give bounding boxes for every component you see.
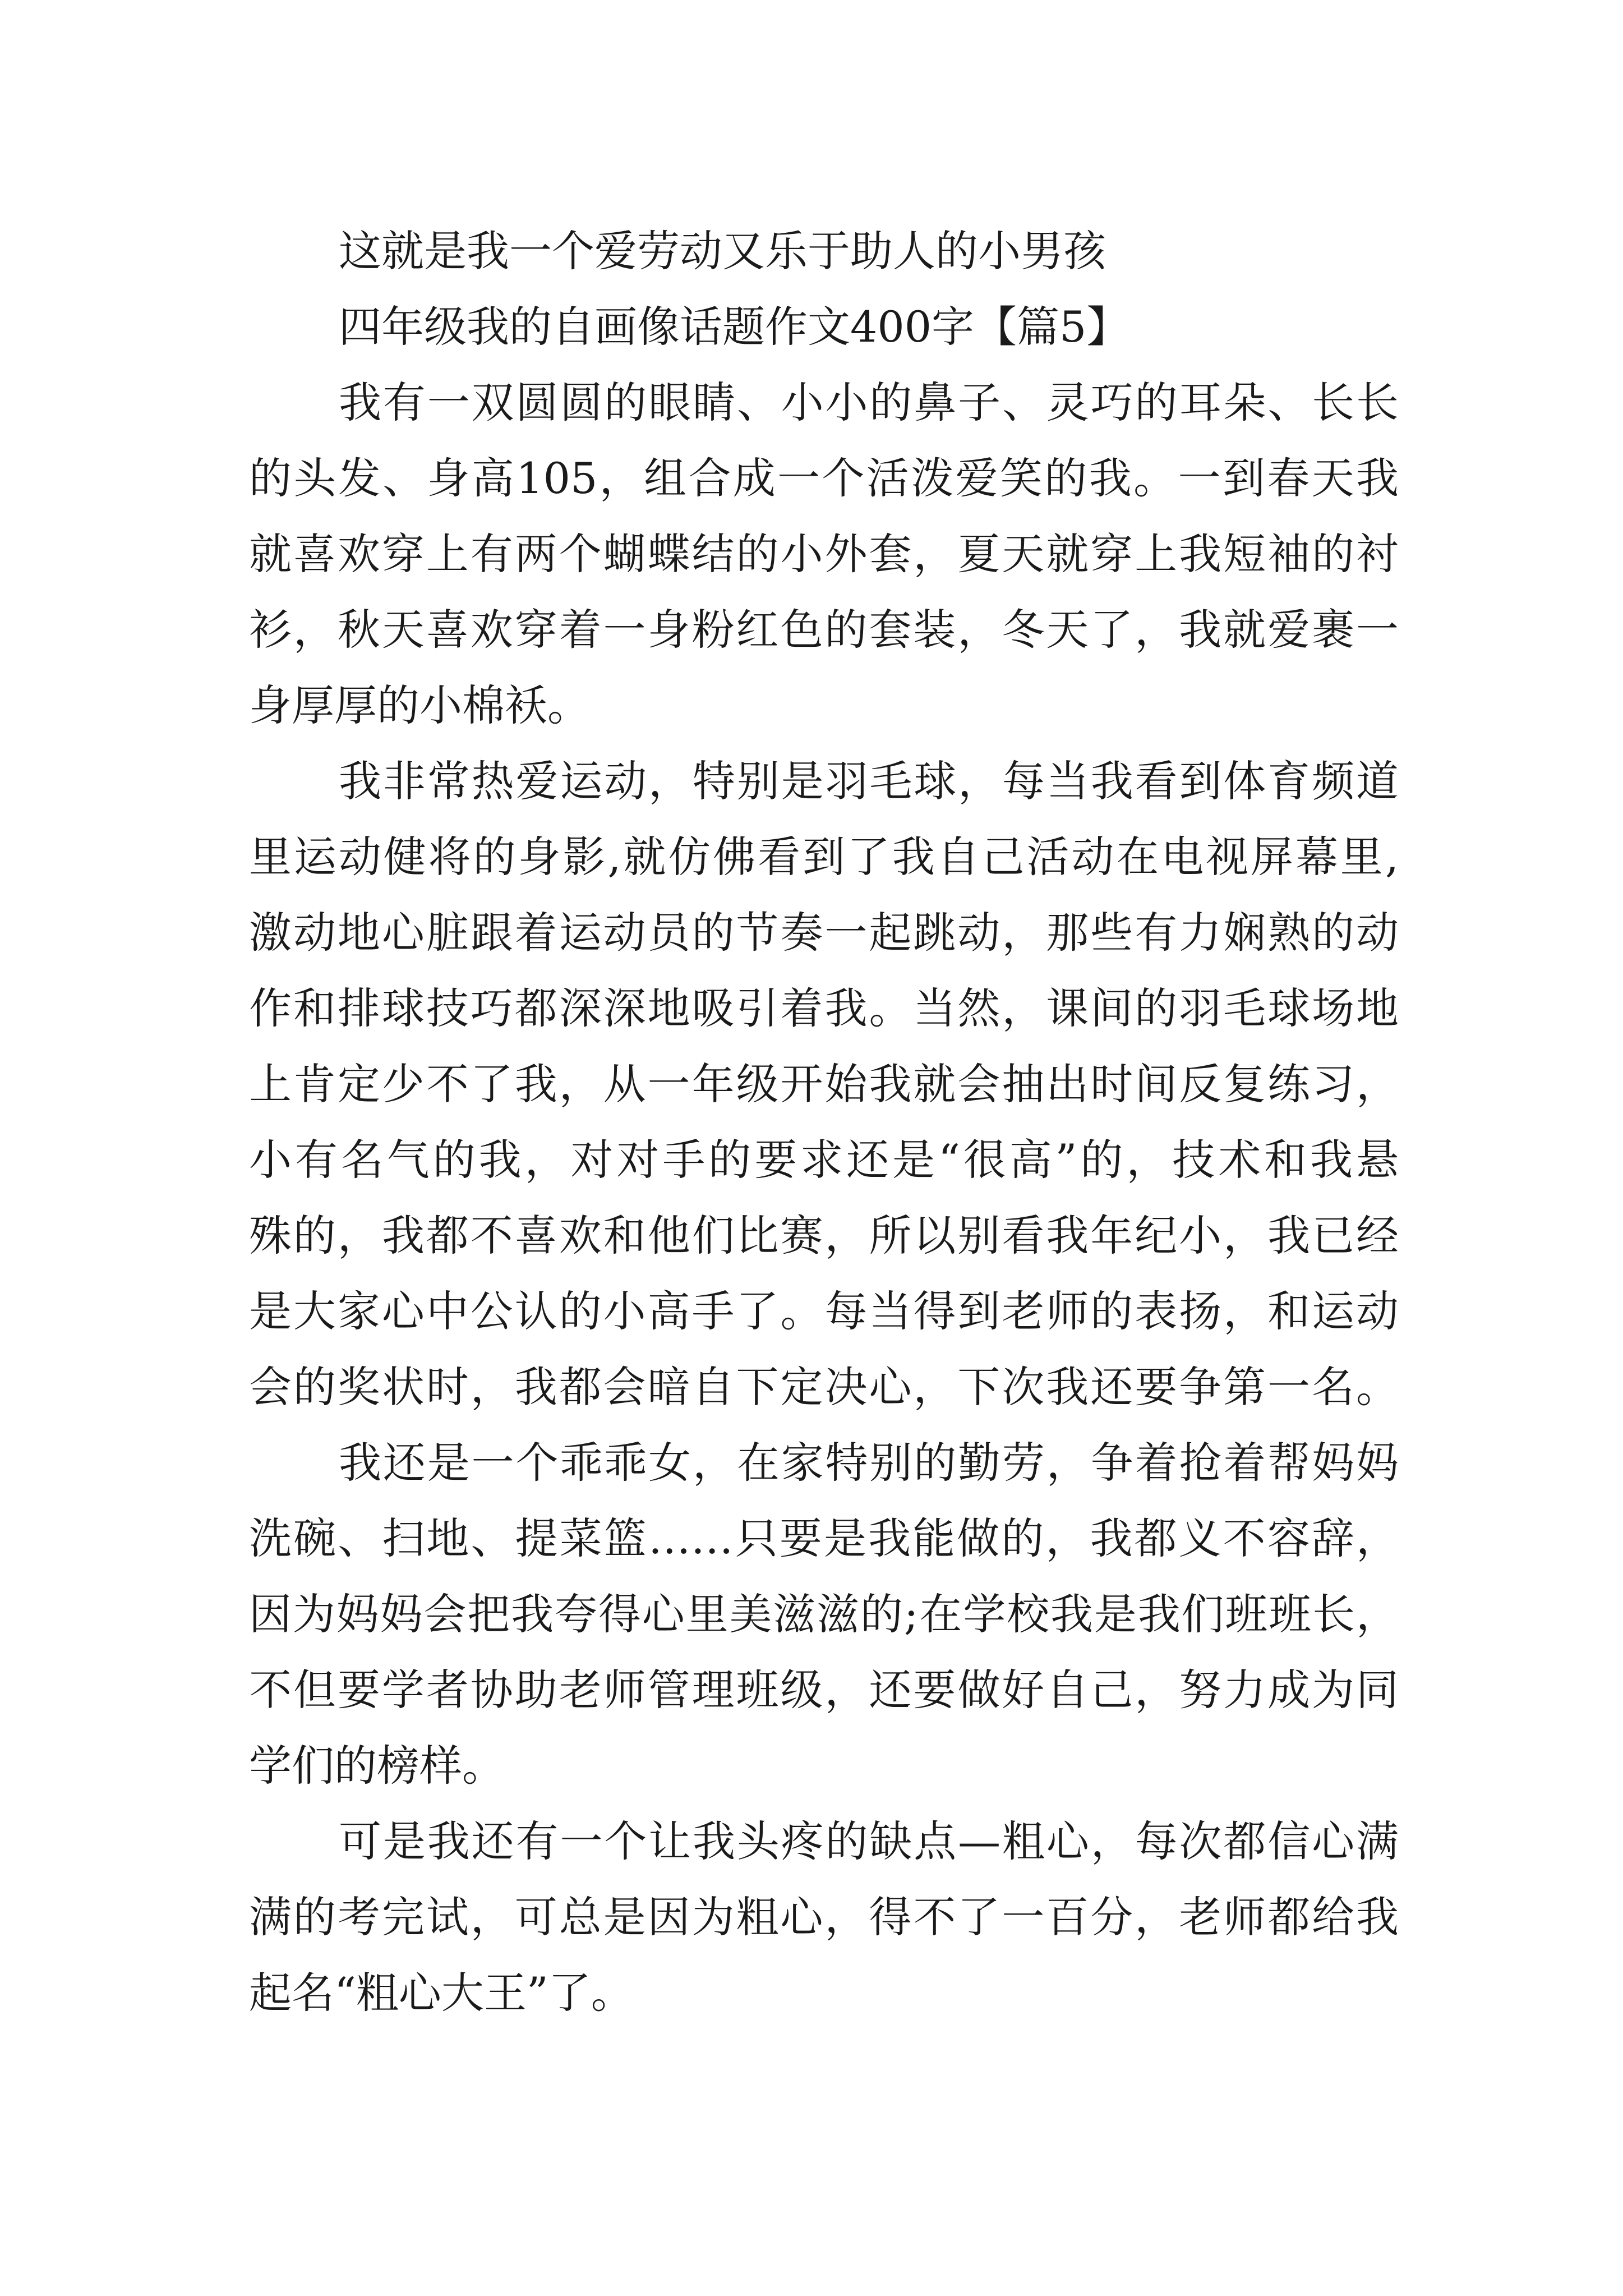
section-heading: 四年级我的自画像话题作文400字【篇5】 [339,302,1129,352]
text-line: 学们的榜样。 [249,1741,505,1791]
text-line: 洗碗、扫地、提菜篮……只要是我能做的，我都义不容辞， [249,1513,1399,1563]
text-line: 殊的，我都不喜欢和他们比赛，所以别看我年纪小，我已经 [249,1211,1399,1260]
text-line: 衫，秋天喜欢穿着一身粉红色的套装，冬天了，我就爱裹一 [249,605,1399,655]
document-body [249,213,1399,2031]
text-line: 就喜欢穿上有两个蝴蝶结的小外套，夏天就穿上我短袖的衬 [249,529,1399,579]
text-line: 满的考完试，可总是因为粗心，得不了一百分，老师都给我 [249,1892,1399,1942]
text-line: 我有一双圆圆的眼睛、小小的鼻子、灵巧的耳朵、长长 [339,378,1399,427]
text-line: 这就是我一个爱劳动又乐于助人的小男孩 [339,226,1106,276]
text-line: 上肯定少不了我，从一年级开始我就会抽出时间反复练习， [249,1059,1399,1109]
text-line: 身厚厚的小棉袄。 [249,680,590,730]
text-line: 不但要学者协助老师管理班级，还要做好自己，努力成为同 [249,1665,1399,1715]
text-line: 是大家心中公认的小高手了。每当得到老师的表扬，和运动 [249,1286,1399,1336]
text-line: 小有名气的我，对对手的要求还是“很高”的，技术和我悬 [249,1135,1399,1185]
text-line: 激动地心脏跟着运动员的节奏一起跳动，那些有力娴熟的动 [249,908,1399,958]
text-line: 可是我还有一个让我头疼的缺点—粗心，每次都信心满 [339,1816,1399,1866]
text-line: 我还是一个乖乖女，在家特别的勤劳，争着抢着帮妈妈 [339,1438,1399,1488]
text-line: 里运动健将的身影,就仿佛看到了我自己活动在电视屏幕里, [249,832,1399,882]
text-line: 作和排球技巧都深深地吸引着我。当然，课间的羽毛球场地 [249,983,1399,1033]
text-line: 因为妈妈会把我夸得心里美滋滋的;在学校我是我们班班长， [249,1589,1399,1639]
text-line: 的头发、身高105，组合成一个活泼爱笑的我。一到春天我 [249,453,1399,503]
text-line: 起名“粗心大王”了。 [249,1968,634,2018]
text-line: 会的奖状时，我都会暗自下定决心，下次我还要争第一名。 [249,1362,1399,1412]
text-line: 我非常热爱运动，特别是羽毛球，每当我看到体育频道 [339,756,1399,806]
